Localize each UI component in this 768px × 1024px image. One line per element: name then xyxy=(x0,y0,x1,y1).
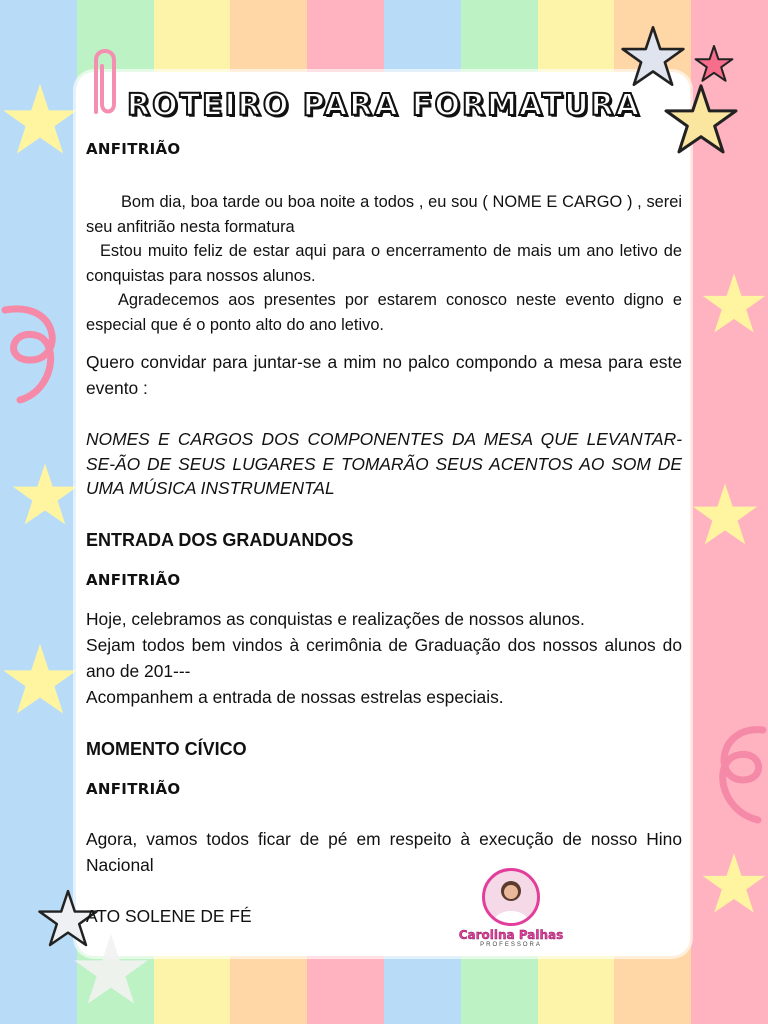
paragraph: Agradecemos aos presentes por estarem conosco neste evento digno e especial que é o ponto alto do ano letivo. xyxy=(86,291,682,334)
star-decoration-right-mid xyxy=(700,270,768,338)
paragraph: Acompanhem a entrada de nossas estrelas especiais. xyxy=(86,686,504,707)
host-label: ANFITRIÃO xyxy=(86,570,181,589)
author-logo xyxy=(456,868,566,948)
logo-name: Carolina Palhas xyxy=(458,928,564,942)
section-heading: MOMENTO CÍVICO xyxy=(86,738,247,759)
star-icon-faded-bottom xyxy=(56,930,166,1010)
swirl-decoration-right xyxy=(708,720,768,830)
swirl-decoration-left xyxy=(0,300,70,410)
script-content xyxy=(86,134,682,927)
star-icon-pink xyxy=(694,44,734,84)
star-decoration-left-low xyxy=(0,640,80,720)
page-title: ROTEIRO PARA FORMATURA xyxy=(127,88,641,123)
logo-subtitle: PROFESSORA xyxy=(480,942,542,948)
paragraph: Agora, vamos todos ficar de pé em respeito à execução de nosso Hino Nacional xyxy=(86,828,682,875)
paragraph: Estou muito feliz de estar aqui para o encerramento de mais um ano letivo de conquistas para nossos alunos. xyxy=(86,242,682,285)
portrait-icon xyxy=(485,871,537,923)
host-label: ANFITRIÃO xyxy=(86,779,181,798)
italic-instruction: NOMES E CARGOS DOS COMPONENTES DA MESA QUE LEVANTAR-SE-ÃO DE SEUS LUGARES E TOMARÃO SEUS ACENTOS AO SOM DE UMA MÚSICA INSTRUMENTAL xyxy=(86,429,682,498)
section-heading: ENTRADA DOS GRADUANDOS xyxy=(86,529,354,550)
paragraph: Sejam todos bem vindos à cerimônia de Graduação dos nossos alunos do ano de 201--- xyxy=(86,634,682,681)
star-decoration-right-bottom xyxy=(700,850,768,918)
paragraph: Hoje, celebramos as conquistas e realizações de nossos alunos. xyxy=(86,608,585,629)
avatar xyxy=(482,868,540,926)
star-decoration-left-mid xyxy=(10,460,80,530)
star-decoration-right-low xyxy=(690,480,760,550)
star-icon-gray xyxy=(618,24,688,90)
host-label: ANFITRIÃO xyxy=(86,140,181,158)
paragraph: Bom dia, boa tarde ou boa noite a todos , eu sou ( NOME E CARGO ) , serei seu anfitrião nesta formatura xyxy=(86,193,682,236)
section-heading-ato: ATO SOLENE DE FÉ xyxy=(86,905,252,926)
paragraph: Quero convidar para juntar-se a mim no palco compondo a mesa para este evento : xyxy=(86,352,682,398)
